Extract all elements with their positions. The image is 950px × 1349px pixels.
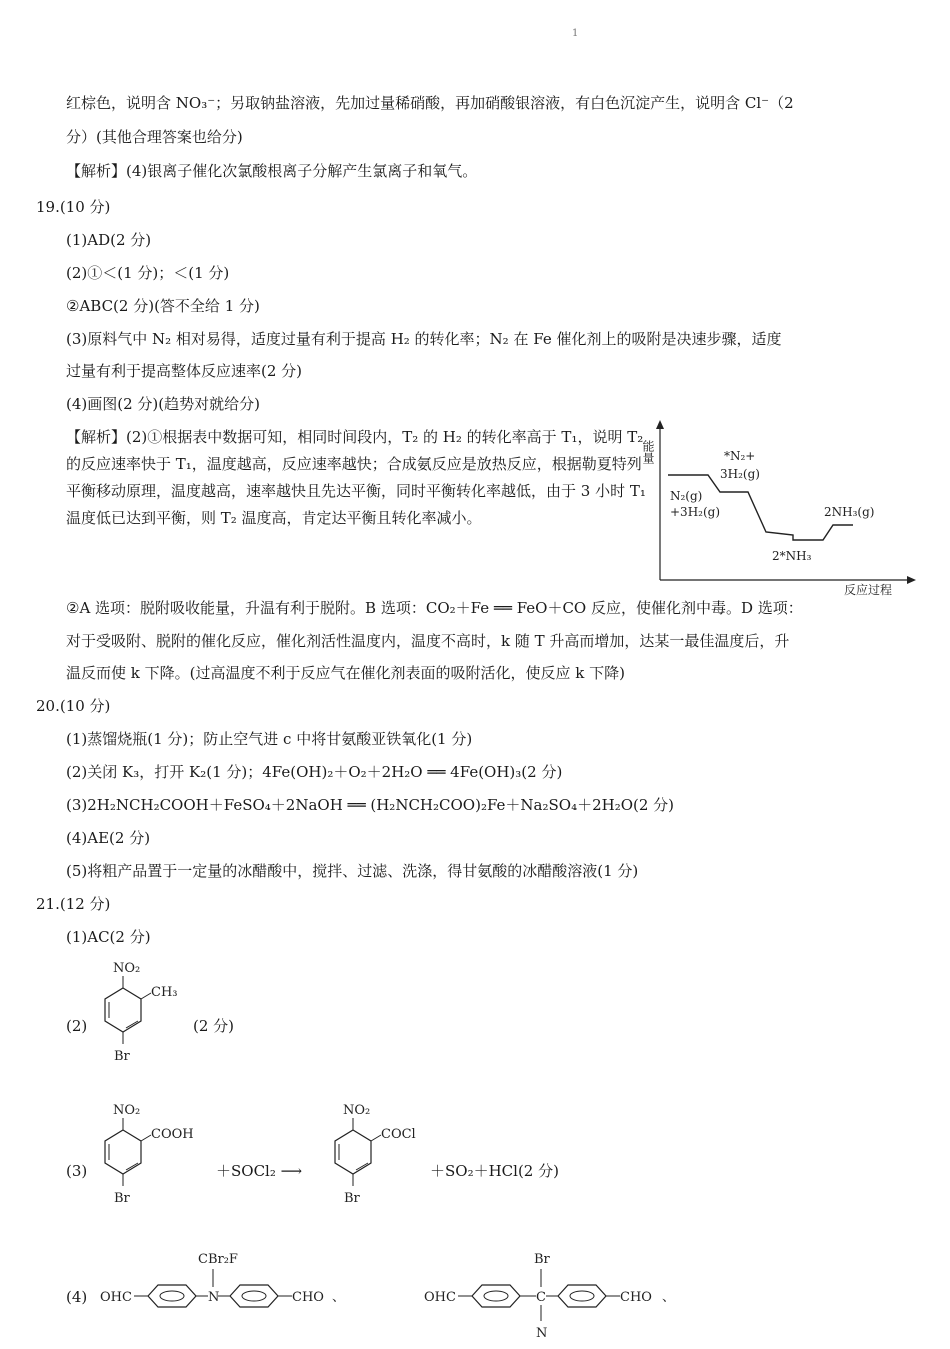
answer-line: (1)AD(2 分) xyxy=(66,231,152,249)
analysis-paragraph: 【解析】(2)①根据表中数据可知，相同时间段内，T₂ 的 H₂ 的转化率高于 T₁，说明 T₂ 的反应速率快于 T₁，温度越高，反应速率越快；合成氨反应是放热反应，根据勒夏特列平衡移动原理，温度越高，速率越快且先达平衡，同时平衡转化率越低，由于 3 小时 T₁ 温度低已达到平衡，则 T₂ 温度高，肯定达平衡且转化率减小。 xyxy=(66,428,646,527)
svg-text:OHC: OHC xyxy=(424,1290,456,1305)
text-line: 分）(其他合理答案也给分) xyxy=(66,128,243,146)
svg-text:NO₂: NO₂ xyxy=(113,961,141,976)
svg-text:NO₂: NO₂ xyxy=(113,1103,141,1118)
answer-line: (2)①＜(1 分)；＜(1 分) xyxy=(66,264,230,282)
x-axis-arrow xyxy=(907,576,916,584)
answer-label: (2) xyxy=(66,1017,88,1035)
answer-line: (1)AC(2 分) xyxy=(66,928,151,946)
question-heading: 19.(10 分) xyxy=(36,198,111,216)
x-label: 反应过程 xyxy=(844,583,893,597)
svg-text:N: N xyxy=(536,1326,548,1341)
question-heading: 20.(10 分) xyxy=(36,697,111,715)
answer-score: (2 分) xyxy=(193,1017,235,1035)
svg-text:Br: Br xyxy=(114,1049,130,1064)
state-label: N₂(g) xyxy=(670,489,703,503)
answer-label: (4) xyxy=(66,1288,88,1306)
answer-line: (1)蒸馏烧瓶(1 分)；防止空气进 c 中将甘氨酸亚铁氧化(1 分) xyxy=(66,730,473,748)
energy-diagram xyxy=(641,420,918,597)
svg-text:Br: Br xyxy=(344,1191,360,1206)
text-line: 【解析】(4)银离子催化次氯酸根离子分解产生氯离子和氧气。 xyxy=(66,162,478,180)
svg-text:CH₃: CH₃ xyxy=(151,985,178,1000)
separator: 、 xyxy=(662,1290,676,1305)
svg-text:CHO: CHO xyxy=(292,1290,324,1305)
answer-line: (4)画图(2 分)(趋势对就给分) xyxy=(66,395,260,413)
answer-label: (3) xyxy=(66,1162,88,1180)
state-label: *N₂+ xyxy=(724,449,756,463)
answer-line: (3)2H₂NCH₂COOH＋FeSO₄＋2NaOH ══ (H₂NCH₂COO)₂Fe＋Na₂SO₄＋2H₂O(2 分) xyxy=(66,796,675,814)
text-line: 红棕色，说明含 NO₃⁻；另取钠盐溶液，先加过量稀硝酸，再加硝酸银溶液，有白色沉淀产生，说明含 Cl⁻（2 xyxy=(66,94,794,112)
state-label: 2*NH₃ xyxy=(772,549,812,563)
structure-3b xyxy=(325,1100,435,1230)
state-label: +3H₂(g) xyxy=(670,505,721,519)
page-number: 1 xyxy=(572,28,579,39)
reagent: ＋SOCl₂ ⟶ xyxy=(216,1162,303,1180)
answer-line: (4)AE(2 分) xyxy=(66,829,151,847)
analysis-line: 温反而使 k 下降。(过高温度不利于反应气在催化剂表面的吸附活化，使反应 k 下降) xyxy=(66,664,625,682)
products: ＋SO₂＋HCl(2 分) xyxy=(430,1162,559,1180)
svg-text:N: N xyxy=(208,1290,220,1305)
svg-text:OHC: OHC xyxy=(100,1290,132,1305)
svg-text:NO₂: NO₂ xyxy=(343,1103,371,1118)
structure-2 xyxy=(95,958,195,1088)
structure-4a xyxy=(100,1245,430,1325)
answer-line: 过量有利于提高整体反应速率(2 分) xyxy=(66,362,303,380)
svg-text:COCl: COCl xyxy=(381,1127,416,1142)
structure-4b xyxy=(424,1245,724,1345)
svg-text:COOH: COOH xyxy=(151,1127,194,1142)
analysis-line: ②A 选项：脱附吸收能量，升温有利于脱附。B 选项：CO₂＋Fe ══ FeO＋CO 反应，使催化剂中毒。D 选项： xyxy=(66,599,803,617)
svg-text:CHO: CHO xyxy=(620,1290,652,1305)
svg-text:Br: Br xyxy=(114,1191,130,1206)
separator: 、 xyxy=(332,1290,346,1305)
state-label: 2NH₃(g) xyxy=(824,505,875,519)
answer-line: ②ABC(2 分)(答不全给 1 分) xyxy=(66,297,260,315)
svg-text:Br: Br xyxy=(534,1252,550,1267)
answer-line: (5)将粗产品置于一定量的冰醋酸中，搅拌、过滤、洗涤，得甘氨酸的冰醋酸溶液(1 分) xyxy=(66,862,639,880)
y-axis-arrow xyxy=(656,420,664,429)
svg-text:CBr₂F: CBr₂F xyxy=(198,1252,238,1267)
structure-3a xyxy=(95,1100,215,1230)
answer-line: (2)关闭 K₃，打开 K₂(1 分)；4Fe(OH)₂＋O₂＋2H₂O ══ 4Fe(OH)₃(2 分) xyxy=(66,763,563,781)
analysis-line: 对于受吸附、脱附的催化反应，催化剂活性温度内，温度不高时，k 随 T 升高而增加，达某一最佳温度后，升 xyxy=(66,632,790,650)
question-heading: 21.(12 分) xyxy=(36,895,111,913)
answer-line: (3)原料气中 N₂ 相对易得，适度过量有利于提高 H₂ 的转化率；N₂ 在 Fe 催化剂上的吸附是决速步骤，适度 xyxy=(66,330,782,348)
state-label: 3H₂(g) xyxy=(720,467,760,481)
svg-text:C: C xyxy=(536,1290,546,1305)
y-label: 能量 xyxy=(641,440,655,464)
